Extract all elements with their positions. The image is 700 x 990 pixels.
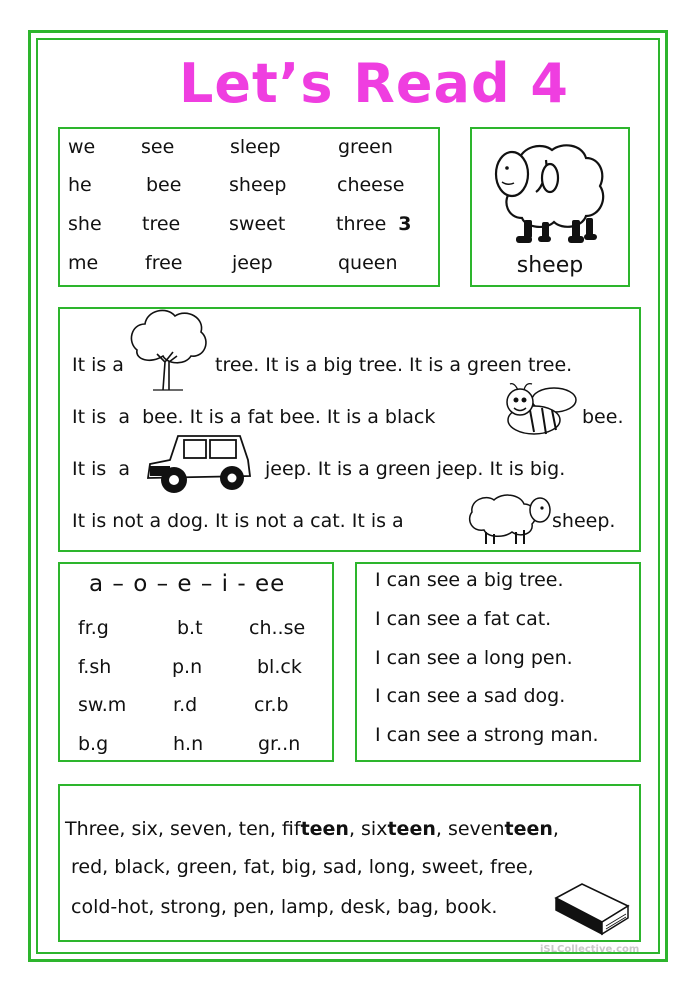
i-can-see-sentence: I can see a big tree. bbox=[375, 569, 564, 591]
word: sweet bbox=[229, 213, 286, 235]
word: sleep bbox=[230, 136, 281, 158]
sentence-part: It is a bbox=[72, 458, 130, 480]
sheep-label: sheep bbox=[516, 253, 584, 278]
sentence-part: jeep. It is a green jeep. It is big. bbox=[265, 458, 566, 480]
sentence-part: It is not a dog. It is not a cat. It is a bbox=[72, 510, 404, 532]
word: sheep bbox=[229, 174, 287, 196]
fill-in-word: b.g bbox=[78, 733, 109, 755]
fill-in-word: ch..se bbox=[249, 617, 306, 639]
fill-in-word: p.n bbox=[172, 656, 203, 678]
page-title: Let’s Read 4 bbox=[179, 52, 569, 115]
sentence-part: It is a bbox=[72, 354, 124, 376]
word: he bbox=[68, 174, 92, 196]
word: queen bbox=[338, 252, 398, 274]
book-picture bbox=[552, 880, 632, 938]
number-three: 3 bbox=[398, 213, 412, 235]
vocab-line-1 bbox=[65, 818, 559, 840]
word: green bbox=[338, 136, 393, 158]
sentence-part: sheep. bbox=[552, 510, 616, 532]
word bbox=[336, 213, 412, 235]
fill-in-word: r.d bbox=[173, 694, 198, 716]
vocab-line-3: cold-hot, strong, pen, lamp, desk, bag, book. bbox=[71, 896, 498, 918]
fill-in-word: gr..n bbox=[258, 733, 301, 755]
sentence-part: bee. bbox=[582, 406, 624, 428]
word: we bbox=[68, 136, 96, 158]
jeep-picture bbox=[144, 430, 256, 496]
fill-in-word: f.sh bbox=[78, 656, 112, 678]
teen-suffix: teen bbox=[504, 818, 553, 840]
sentence-part: It is a bee. It is a fat bee. It is a black bbox=[72, 406, 436, 428]
word: free bbox=[145, 252, 183, 274]
i-can-see-sentence: I can see a fat cat. bbox=[375, 608, 552, 630]
word: bee bbox=[146, 174, 182, 196]
bee-picture bbox=[500, 380, 580, 438]
i-can-see-sentence: I can see a strong man. bbox=[375, 724, 599, 746]
vocab-text: Three, six, seven, ten, fif bbox=[65, 818, 301, 840]
vowel-header: a – o – e – i - ee bbox=[89, 571, 286, 597]
vocab-text: , six bbox=[348, 818, 388, 840]
tree-picture bbox=[127, 306, 209, 392]
fill-in-word: fr.g bbox=[78, 617, 109, 639]
vocab-text: , bbox=[552, 818, 559, 840]
word: see bbox=[141, 136, 175, 158]
fill-in-word: bl.ck bbox=[257, 656, 302, 678]
fill-in-word: h.n bbox=[173, 733, 204, 755]
teen-suffix: teen bbox=[387, 818, 436, 840]
watermark: iSLCollective.com bbox=[540, 944, 640, 955]
vocab-line-2: red, black, green, fat, big, sad, long, sweet, free, bbox=[71, 856, 534, 878]
word: me bbox=[68, 252, 99, 274]
word: she bbox=[68, 213, 102, 235]
word: jeep bbox=[232, 252, 273, 274]
word-three: three bbox=[336, 213, 387, 235]
fill-in-word: cr.b bbox=[254, 694, 289, 716]
vocab-text: , seven bbox=[435, 818, 505, 840]
sheep-illustration bbox=[488, 136, 612, 248]
sentence-part: tree. It is a big tree. It is a green tree. bbox=[215, 354, 573, 376]
word: cheese bbox=[337, 174, 405, 196]
teen-suffix: teen bbox=[300, 818, 349, 840]
i-can-see-sentence: I can see a sad dog. bbox=[375, 685, 566, 707]
fill-in-word: sw.m bbox=[78, 694, 127, 716]
sheep-picture-small bbox=[458, 486, 554, 546]
word: tree bbox=[142, 213, 181, 235]
i-can-see-sentence: I can see a long pen. bbox=[375, 647, 573, 669]
fill-in-word: b.t bbox=[177, 617, 203, 639]
